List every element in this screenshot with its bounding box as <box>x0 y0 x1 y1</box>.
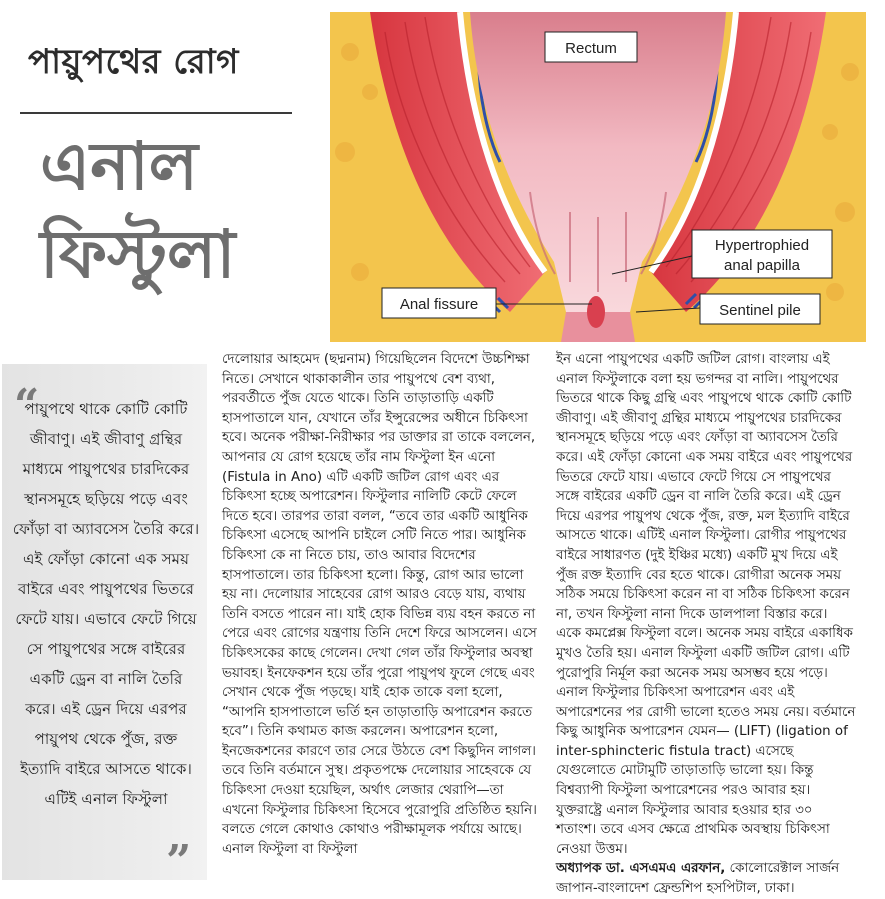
title-divider <box>20 112 292 114</box>
author-name: অধ্যাপক ডা. এসএমএ এরফান, <box>556 861 726 877</box>
author-role: কোলোরেক্টাল সার্জন <box>725 861 840 877</box>
label-fissure-text: Anal fissure <box>399 296 479 313</box>
label-rectum <box>545 32 637 62</box>
anatomy-illustration <box>330 12 866 342</box>
close-quote-icon: ” <box>166 836 192 887</box>
headline-line-2: ফিস্টুলা <box>40 216 236 293</box>
label-papilla-text-1: Hypertrophied <box>714 237 810 254</box>
label-pile-text: Sentinel pile <box>719 302 801 319</box>
label-sentinel-pile <box>700 294 820 324</box>
author-affiliation: জাপান-বাংলাদেশ ফ্রেন্ডশিপ হসপিটাল, ঢাকা। <box>556 881 795 897</box>
open-quote-icon: “ <box>14 380 40 431</box>
label-hypertrophied-papilla <box>692 230 832 278</box>
article-body-2: ইন এনো পায়ুপথের একটি জটিল রোগ। বাংলায় এই এনাল ফিস্টুলাকে বলা হয় ভগন্দর বা নালি। পায়ুপথের ভিতরে থাকে কিছু গ্রন্থি এবং পায়ুপথে থাকে কোটি কোটি জীবাণু। এই জীবাণু গ্রন্থির মাধ্যমে পায়ুপথের চারদিকের স্থানসমূহে ছড়িয়ে পড়ে এবং ফোঁড়া বা অ্যাবসেস তৈরি করে। এই ফোঁড়া কোনো এক সময় বাইরে এবং পায়ুপথের ভিতরে ফেটে যায়। এভাবে ফেটে গিয়ে সে পায়ুপথের সঙ্গে বাইরের একটি ড্রেন বা নালি তৈরি করে। এই ড্রেন দিয়ে এরপর পায়ুপথ থেকে পুঁজ, রক্ত, মল ইত্যাদি বাইরে আসতে থাকে। এটিই এনাল ফিস্টুলা। রোগীর পায়ুপথের বাইরে সাধারণত (দুই ইঞ্চির মধ্যে) একটি মুখ দিয়ে এই পুঁজ রক্ত ইত্যাদি বের হতে থাকে। রোগীরা অনেক সময় সঠিক সময়ে চিকিৎসা করেন না বা সঠিক চিকিৎসা করেন না, তখন ফিস্টুলা নানা দিকে ডালপালা বিস্তার করে। একে কমপ্লেক্স ফিস্টুলা বলে। অনেক সময় বাইরে একাধিক মুখও তৈরি হয়। এনাল ফিস্টুলা একটি জটিল রোগ। এটি পুরোপুরি নির্মূল করা অনেক সময় অসম্ভব হয়ে পড়ে। এনাল ফিস্টুলার চিকিৎসা অপারেশন এবং এই অপারেশনের পর রোগী ভালো হতেও সময় নেয়। বর্তমানে কিছু আধুনিক অপারেশন যেমন— (LIFT) (ligation of inter-sphincteric fistula tract) এসেছে যেগুলোতে মোটামুটি তাড়াতাড়ি ভালো হয়। কিন্তু বিশ্বব্যাপী ফিস্টুলা অপারেশনের পরও আবার হয়। যুক্তরাষ্ট্রে এনাল ফিস্টুলার আবার হওয়ার হার ৩০ শতাংশ। তবে এসব ক্ষেত্রে প্রাথমিক অবস্থায় চিকিৎসা নেওয়া উত্তম। <box>556 352 856 857</box>
label-rectum-text: Rectum <box>565 40 617 57</box>
headline-line-1: এনাল <box>40 128 198 205</box>
label-papilla-text-2: anal papilla <box>724 257 800 274</box>
anal-fissure-mark <box>587 296 605 328</box>
pull-quote-panel <box>2 364 207 887</box>
article-body-1: দেলোয়ার আহমেদ (ছদ্মনাম) গিয়েছিলেন বিদেশে উচ্চশিক্ষা নিতে। সেখানে থাকাকালীন তার পায়ুপথে বেশ ব্যথা, পরবর্তীতে পুঁজ যেতে থাকে। তিনি তাড়াতাড়ি একটি হাসপাতালে যান, যেখানে তাঁর ইন্সুরেন্সের অধীনে চিকিৎসা হবে। অনেক পরীক্ষা-নিরীক্ষার পর ডাক্তার রা তাকে বললেন, আপনার যে রোগ হয়েছে তাঁর নাম ফিস্টুলা ইন এনো (Fistula in Ano) এটি একটি জটিল রোগ এবং এর চিকিৎসা হচ্ছে অপারেশন। ফিস্টুলার নালিটি কেটে ফেলে দিতে হবে। তারপর তারা বলল, “তবে তার একটি আধুনিক চিকিৎসা এসেছে আপনি চাইলে সেটি নিতে পার। আধুনিক চিকিৎসা কে না নিতে চায়, তাও আবার বিদেশের হাসপাতালে। তার চিকিৎসা হলো। কিন্তু, রোগ আর ভালো হয় না। দেলোয়ার সাহেবের রোগ আরও বেড়ে যায়, ব্যথায় তিনি বসতে পারেন না। যাই হোক বিভিন্ন ব্যয় বহন করতে না পেরে এবং রোগের যন্ত্রণায় তিনি দেশে ফিরে আসলেন। এসে চিকিৎসকের কাছে গেলেন। দেখা গেল তাঁর ফিস্টুলার অবস্থা ভয়াবহ। ইনফেকশন হয়ে তাঁর পুরো পায়ুপথ ফুলে গেছে এবং সেখান থেকে পুঁজ পড়ছে। যাই হোক তাকে বলা হলো, “আপনি হাসপাতালে ভর্তি হন তাড়াতাড়ি অপারেশন করতে হবে”। তিনি কথামত কাজ করলেন। অপারেশন হলো, ইনজেকশনের কারণে তার সেরে উঠতে বেশ কিছুদিন লাগল। তবে তিনি বর্তমানে সুস্থ। প্রকৃতপক্ষে দেলোয়ার সাহেবকে যে চিকিৎসা দেওয়া হয়েছিল, অর্থাৎ লেজার থেরাপি—তা এখনো ফিস্টুলার চিকিৎসা হিসেবে পুরোপুরি প্রতিষ্ঠিত হয়নি। বলতে গেলে কোথাও কোথাও পরীক্ষামূলক পর্যায়ে আছে। এনাল ফিস্টুলা বা ফিস্টুলা <box>222 352 537 857</box>
section-kicker: পায়ুপথের রোগ <box>28 42 239 82</box>
article-column-1 <box>222 350 542 859</box>
byline <box>556 859 856 879</box>
article-column-2 <box>556 350 856 899</box>
pull-quote-text: পায়ুপথে থাকে কোটি কোটি জীবাণু। এই জীবাণু গ্রন্থির মাধ্যমে পায়ুপথের চারদিকের স্থানসমূহে ছড়িয়ে পড়ে এবং ফোঁড়া বা অ্যাবসেস তৈরি করে। এই ফোঁড়া কোনো এক সময় বাইরে এবং পায়ুপথের ভিতরে ফেটে যায়। এভাবে ফেটে গিয়ে সে পায়ুপথের সঙ্গে বাইরের একটি ড্রেন বা নালি তৈরি করে। এই ড্রেন দিয়ে এরপর পায়ুপথ থেকে পুঁজ, রক্ত ইত্যাদি বাইরে আসতে থাকে। এটিই এনাল ফিস্টুলা <box>12 400 200 808</box>
label-anal-fissure <box>382 288 496 318</box>
